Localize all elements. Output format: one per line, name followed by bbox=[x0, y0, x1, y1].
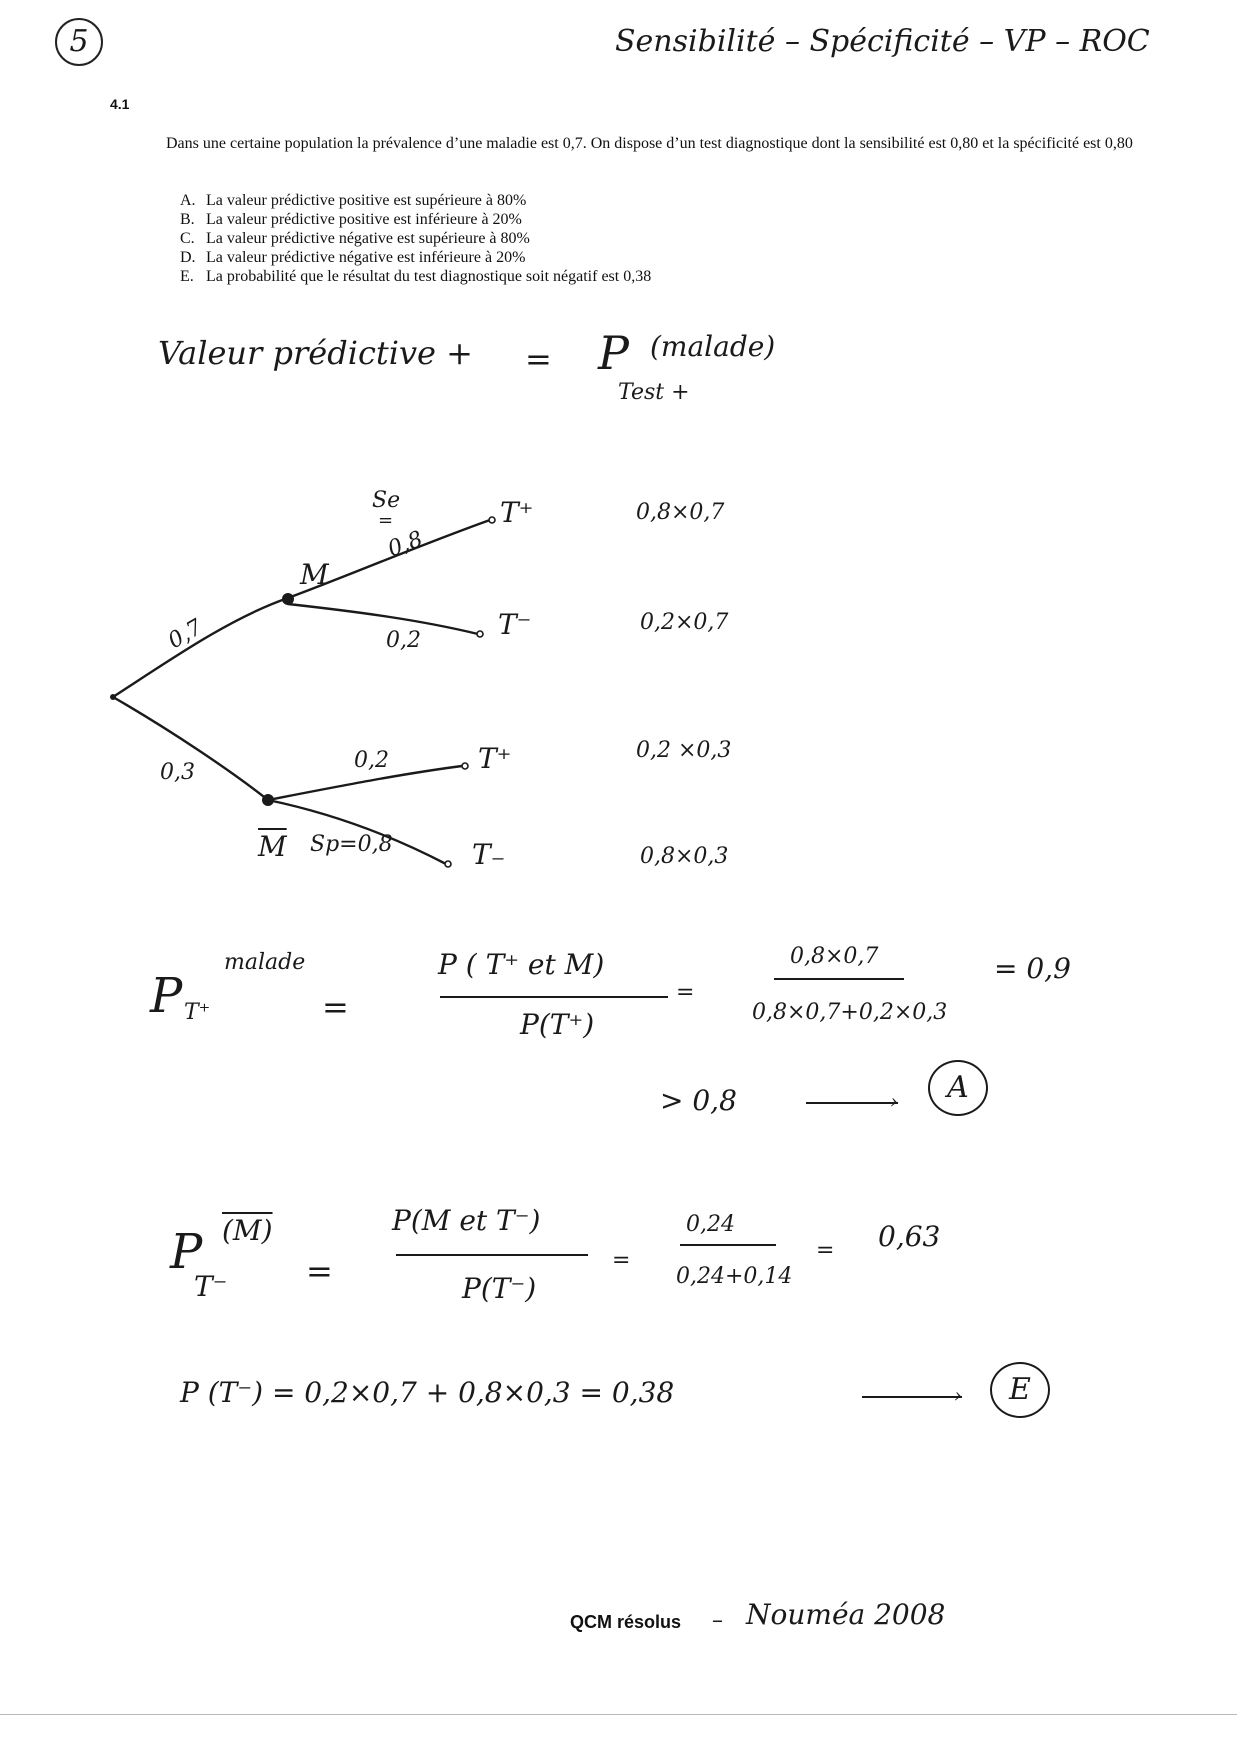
option-letter: A. bbox=[180, 192, 196, 209]
tree-root-node bbox=[110, 694, 116, 700]
tree-se-value: 0,8 bbox=[384, 526, 427, 563]
option-letter: B. bbox=[180, 211, 195, 228]
vpp-subscript: T⁺ bbox=[184, 1000, 211, 1025]
tree-leaf-tminus: T⁻ bbox=[498, 608, 532, 641]
definition-arg: (malade) bbox=[650, 330, 776, 363]
definition-equals: = bbox=[525, 340, 552, 378]
tree-product: 0,8×0,3 bbox=[640, 844, 729, 869]
tree-se-equals: = bbox=[378, 510, 394, 531]
tree-node-m bbox=[282, 593, 294, 605]
tree-leaf-dot bbox=[445, 861, 451, 867]
vpp-result: = 0,9 bbox=[994, 952, 1071, 985]
definition-subscript: Test + bbox=[618, 380, 690, 405]
vpn-numerator: P(M et T⁻) bbox=[392, 1204, 541, 1237]
tree-leaf-dot bbox=[489, 517, 495, 523]
tree-branch-root-m bbox=[113, 598, 288, 697]
tree-node-m-label: M bbox=[300, 558, 329, 591]
tree-product: 0,2×0,7 bbox=[640, 610, 729, 635]
vpn-denominator-values: 0,24+0,14 bbox=[676, 1264, 793, 1289]
tree-label-mbar-prob: 0,3 bbox=[160, 760, 195, 785]
vpp-denominator: P(T⁺) bbox=[520, 1008, 595, 1041]
tree-label-m-tminus: 0,2 bbox=[386, 628, 421, 653]
arrow-head-icon: › bbox=[890, 1089, 898, 1113]
option-text: La valeur prédictive positive est inférieure à 20% bbox=[206, 211, 522, 228]
answer-circle-a: A bbox=[928, 1060, 988, 1116]
vpp-comparison: > 0,8 bbox=[660, 1084, 737, 1117]
vpn-equals-2: = bbox=[612, 1248, 631, 1273]
page-header-title: Sensibilité – Spécificité – VP – ROC bbox=[615, 24, 1150, 59]
tree-se-label: Se bbox=[372, 488, 401, 513]
vpn-subscript: T⁻ bbox=[194, 1270, 228, 1303]
tree-leaf-tminus: T₋ bbox=[472, 838, 506, 871]
tree-node-mbar-label: $\overline{M}$ bbox=[258, 830, 287, 863]
tree-product: 0,2 ×0,3 bbox=[636, 738, 732, 763]
vpp-superscript: malade bbox=[224, 950, 306, 975]
vpp-p: P bbox=[150, 968, 183, 1024]
arrow-line bbox=[862, 1396, 962, 1398]
tree-sp-label: Sp=0,8 bbox=[310, 832, 393, 857]
definition-p: P bbox=[598, 326, 629, 380]
tree-leaf-tplus: T⁺ bbox=[500, 496, 534, 529]
arrow-head-icon: › bbox=[954, 1383, 962, 1407]
vpn-result: 0,63 bbox=[878, 1220, 941, 1253]
vpp-denominator-values: 0,8×0,7+0,2×0,3 bbox=[752, 1000, 948, 1025]
option-letter: C. bbox=[180, 230, 195, 247]
tree-product: 0,8×0,7 bbox=[636, 500, 725, 525]
vpn-equals: = bbox=[306, 1252, 333, 1290]
footer-handwritten: Nouméa 2008 bbox=[746, 1598, 946, 1631]
vpp-numerator: P ( T⁺ et M) bbox=[438, 948, 605, 981]
tree-label-mbar-tplus: 0,2 bbox=[354, 748, 389, 773]
vpp-definition-label: Valeur prédictive + bbox=[158, 334, 473, 372]
fraction-bar bbox=[774, 978, 904, 980]
tree-leaf-dot bbox=[477, 631, 483, 637]
question-statement: Dans une certaine population la prévalence d’une maladie est 0,7. On dispose d’un test diagnostique dont la sensibilité est 0,80 et la spécificité est 0,80 bbox=[166, 135, 1133, 152]
vpp-equals-2: = bbox=[676, 980, 695, 1005]
option-text: La probabilité que le résultat du test diagnostique soit négatif est 0,38 bbox=[206, 268, 652, 285]
tree-node-mbar bbox=[262, 794, 274, 806]
option-text: La valeur prédictive positive est supérieure à 80% bbox=[206, 192, 527, 209]
footer-dash: – bbox=[712, 1608, 723, 1633]
vpn-p: P bbox=[170, 1224, 203, 1280]
page-number-circle: 5 bbox=[55, 18, 103, 66]
vpp-numerator-values: 0,8×0,7 bbox=[790, 944, 879, 969]
option-text: La valeur prédictive négative est supérieure à 80% bbox=[206, 230, 530, 247]
option-letter: E. bbox=[180, 268, 194, 285]
option-text: La valeur prédictive négative est inférieure à 20% bbox=[206, 249, 526, 266]
vpn-argument: (M) bbox=[222, 1214, 273, 1247]
option-letter: D. bbox=[180, 249, 196, 266]
vpn-numerator-values: 0,24 bbox=[686, 1212, 735, 1237]
question-number: 4.1 bbox=[110, 96, 130, 112]
tree-branch-m-tminus bbox=[288, 604, 478, 634]
fraction-bar bbox=[680, 1244, 776, 1246]
tree-leaf-dot bbox=[462, 763, 468, 769]
answer-circle-e: E bbox=[990, 1362, 1050, 1418]
arrow-line bbox=[806, 1102, 898, 1104]
vpn-denominator: P(T⁻) bbox=[462, 1272, 537, 1305]
vpn-equals-3: = bbox=[816, 1238, 835, 1263]
tree-leaf-tplus: T⁺ bbox=[478, 742, 512, 775]
p-tminus-expression: P (T⁻) = 0,2×0,7 + 0,8×0,3 = 0,38 bbox=[180, 1376, 675, 1409]
footer-label: QCM résolus bbox=[570, 1612, 682, 1632]
tree-label-m-prob: 0,7 bbox=[164, 614, 207, 655]
page-bottom-rule bbox=[0, 1714, 1237, 1715]
vpp-equals: = bbox=[322, 988, 349, 1026]
fraction-bar bbox=[396, 1254, 588, 1256]
fraction-bar bbox=[440, 996, 668, 998]
